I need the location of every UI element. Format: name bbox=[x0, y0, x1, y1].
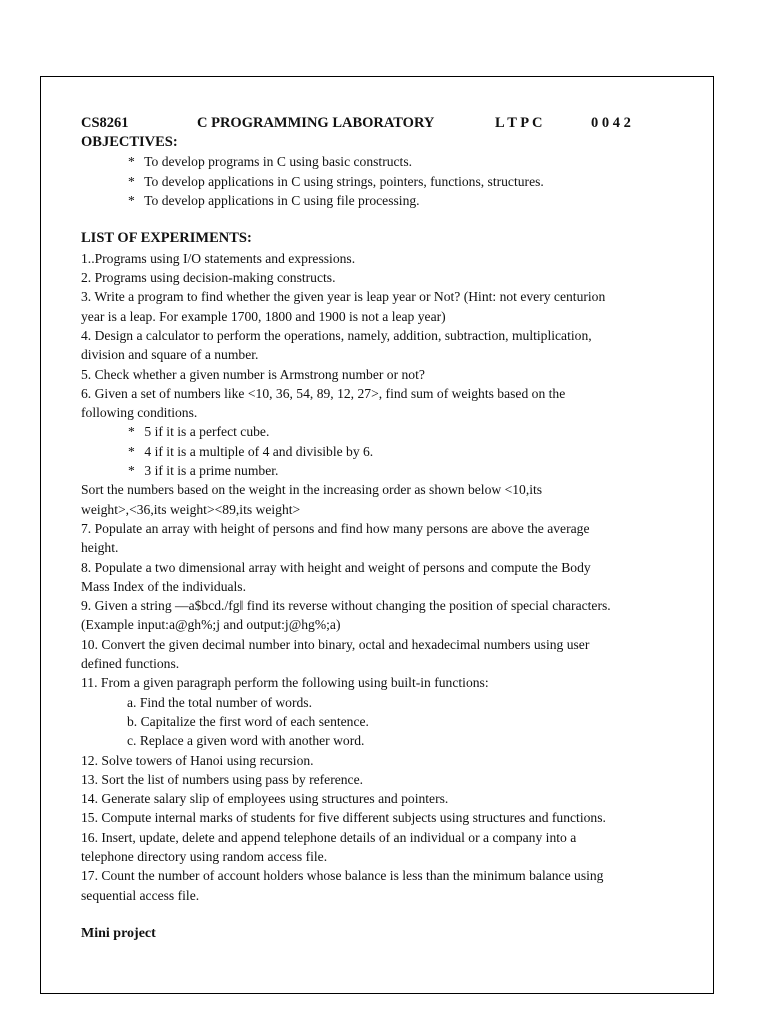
bullet-icon: * bbox=[128, 424, 135, 440]
course-title: C PROGRAMMING LABORATORY bbox=[197, 115, 435, 131]
experiment-6-sort-line-2: weight>,<36,its weight><89,its weight> bbox=[81, 501, 301, 517]
bullet-icon: * bbox=[128, 154, 135, 170]
experiments-heading: LIST OF EXPERIMENTS: bbox=[81, 230, 252, 247]
experiment-2: 2. Programs using decision-making constructs. bbox=[81, 270, 336, 286]
experiment-11-subitem: b. Capitalize the first word of each sentence. bbox=[127, 713, 369, 729]
experiment-10-line-2: defined functions. bbox=[81, 656, 180, 672]
syllabus-content bbox=[81, 113, 691, 943]
bullet-icon: * bbox=[128, 443, 135, 459]
objectives-heading: OBJECTIVES: bbox=[81, 134, 178, 150]
experiment-15: 15. Compute internal marks of students for five different subjects using structures and functions. bbox=[81, 810, 606, 826]
experiment-3-line-2: year is a leap. For example 1700, 1800 and 1900 is not a leap year) bbox=[81, 308, 446, 324]
experiment-13: 13. Sort the list of numbers using pass by reference. bbox=[81, 771, 364, 787]
weight-condition: * 5 if it is a perfect cube. bbox=[81, 422, 691, 441]
objective-item: * To develop applications in C using strings, pointers, functions, structures. bbox=[81, 172, 691, 191]
weight-condition: * 3 if it is a prime number. bbox=[81, 461, 691, 480]
course-header bbox=[81, 113, 691, 133]
experiment-4-line-2: division and square of a number. bbox=[81, 347, 259, 363]
experiment-5: 5. Check whether a given number is Armstrong number or not? bbox=[81, 366, 425, 382]
experiment-12: 12. Solve towers of Hanoi using recursion. bbox=[81, 752, 314, 768]
experiment-11-subitem: a. Find the total number of words. bbox=[127, 694, 312, 710]
experiment-6-line-1: 6. Given a set of numbers like <10, 36, 54, 89, 12, 27>, find sum of weights based on the bbox=[81, 385, 566, 401]
experiment-9-line-2: (Example input:a@gh%;j and output:j@hg%;a) bbox=[81, 617, 341, 633]
experiment-16-line-1: 16. Insert, update, delete and append telephone details of an individual or a company into a bbox=[81, 829, 577, 845]
experiment-6-sort-line-1: Sort the numbers based on the weight in the increasing order as shown below <10,its bbox=[81, 482, 543, 498]
ltpc-label: L T P C bbox=[495, 115, 543, 131]
objective-item: * To develop programs in C using basic constructs. bbox=[81, 152, 691, 171]
experiment-7-line-2: height. bbox=[81, 540, 119, 556]
mini-project-heading: Mini project bbox=[81, 925, 156, 941]
experiment-11: 11. From a given paragraph perform the following using built-in functions: bbox=[81, 675, 489, 691]
objective-item: * To develop applications in C using file processing. bbox=[81, 191, 691, 210]
bullet-icon: * bbox=[128, 173, 135, 189]
experiment-4-line-1: 4. Design a calculator to perform the operations, namely, addition, subtraction, multiplication, bbox=[81, 327, 592, 343]
weight-condition: * 4 if it is a multiple of 4 and divisible by 6. bbox=[81, 442, 691, 461]
experiment-8-line-1: 8. Populate a two dimensional array with height and weight of persons and compute the Body bbox=[81, 559, 591, 575]
experiment-9-line-1: 9. Given a string ―a$bcd./fg‖ find its reverse without changing the position of special characters. bbox=[81, 598, 611, 614]
experiment-10-line-1: 10. Convert the given decimal number into binary, octal and hexadecimal numbers using user bbox=[81, 636, 590, 652]
bullet-icon: * bbox=[128, 192, 135, 208]
experiment-11-subitem: c. Replace a given word with another word. bbox=[127, 733, 365, 749]
course-code: CS8261 bbox=[81, 115, 129, 131]
experiment-3-line-1: 3. Write a program to find whether the given year is leap year or Not? (Hint: not every centurion bbox=[81, 289, 606, 305]
experiment-17-line-2: sequential access file. bbox=[81, 887, 200, 903]
experiment-16-line-2: telephone directory using random access file. bbox=[81, 848, 328, 864]
experiment-8-line-2: Mass Index of the individuals. bbox=[81, 578, 246, 594]
experiment-7-line-1: 7. Populate an array with height of persons and find how many persons are above the average bbox=[81, 520, 590, 536]
ltpc-values: 0 0 4 2 bbox=[591, 115, 631, 131]
experiment-6-line-2: following conditions. bbox=[81, 405, 198, 421]
experiment-17-line-1: 17. Count the number of account holders whose balance is less than the minimum balance using bbox=[81, 868, 604, 884]
experiment-1: 1..Programs using I/O statements and expressions. bbox=[81, 250, 356, 266]
experiment-14: 14. Generate salary slip of employees using structures and pointers. bbox=[81, 791, 449, 807]
bullet-icon: * bbox=[128, 463, 135, 479]
